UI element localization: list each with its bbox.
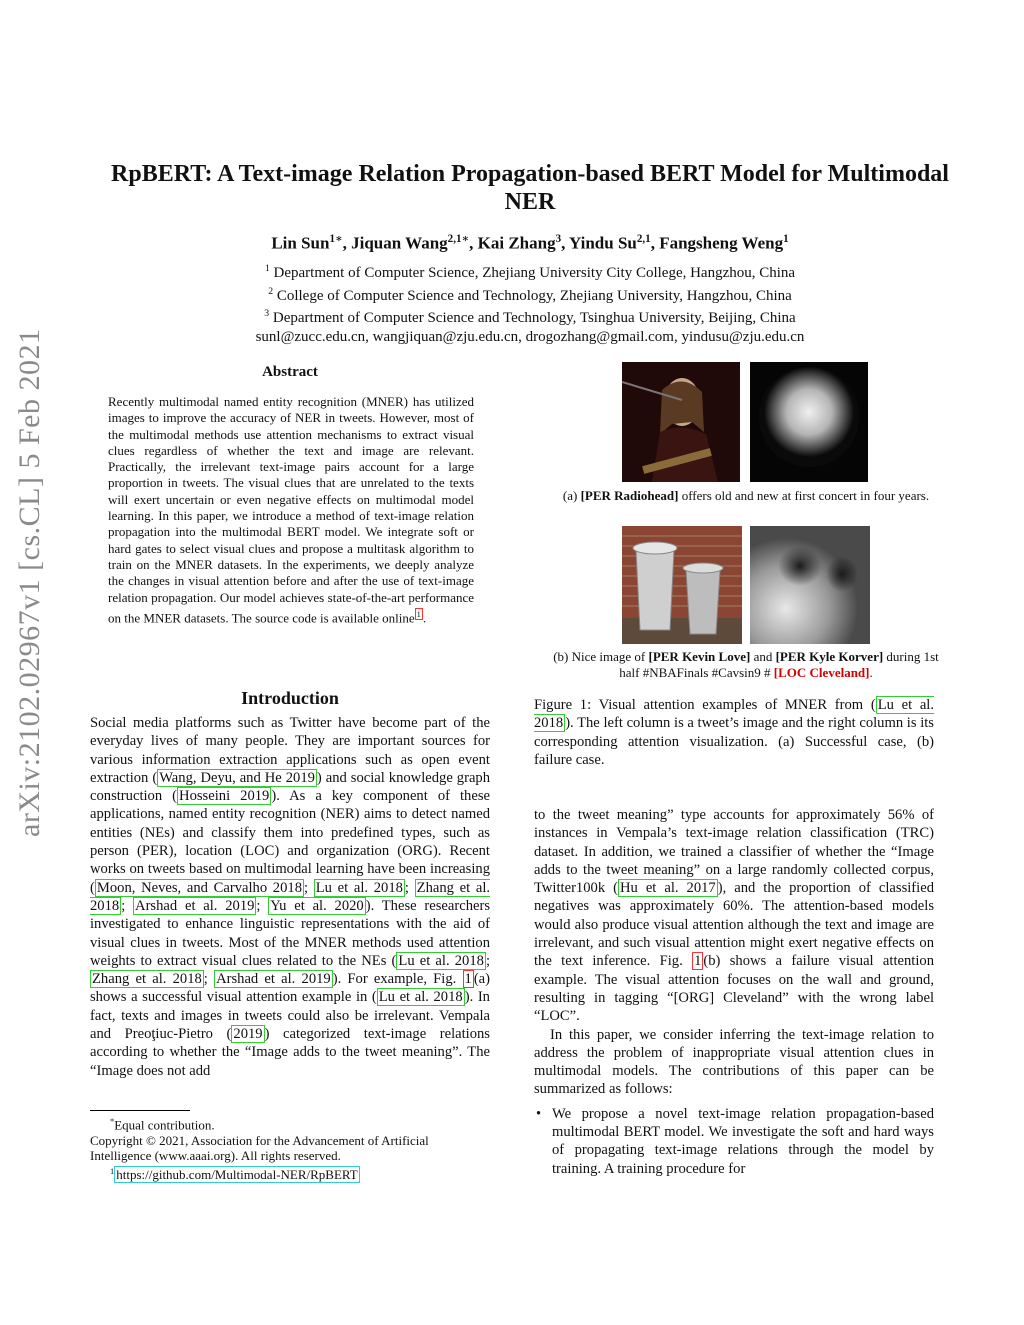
author-list: Lin Sun$^{1∗}$, Jiquan Wang$^{2,1∗}$, Kai Zhang$^3$, Yindu Su$^{2,1}$, Fangsheng Weng$^1$: [271, 233, 789, 253]
author-name: Lin Sun: [271, 233, 330, 253]
citation-link[interactable]: 2019: [233, 1026, 263, 1043]
citation-link[interactable]: Lu et al. 2018: [398, 952, 484, 969]
author-name: Jiquan Wang: [351, 233, 448, 253]
tweet-image-trashcans: [622, 526, 742, 644]
affiliation-sup: 2: [268, 285, 274, 297]
title-line-1: RpBERT: A Text-image Relation Propagation-based BERT Model for Multimodal: [111, 161, 949, 187]
tweet-image-concert: [622, 362, 740, 482]
entity-tag-location: [LOC Cleveland]: [773, 665, 870, 680]
paragraph: In this paper, we consider inferring the text-image relation to address the problem of inappropriate visual attention clues in multimodal models. The contributions of this paper can be summarized as follows:: [534, 1026, 934, 1098]
affiliation-text: Department of Computer Science and Technology, Tsinghua University, Beijing, China: [272, 310, 796, 326]
figure-1-caption: [534, 696, 934, 769]
citation-link[interactable]: Moon, Neves, and Carvalho 2018: [96, 879, 302, 896]
caption-text: offers old and new at first concert in four years.: [681, 488, 930, 503]
section-heading-introduction: Introduction: [241, 688, 339, 708]
paragraph: to the tweet meaning” type accounts for approximately 56% of instances in Vempala’s text-image relation classification (TRC) dataset. In addition, we trained a classifier of whether the “Image adds to the tweet meaning” on a large randomly collected corpus, Twitter100k ( Hu et al. 2017 ), and the proportion of classified negatives was approximately 60%. The attention-based models would also produce visual attention although the text and image are irrelevant, and such visual attention might exert negative effects on the text inference. Fig. 1 (b) shows a failure visual attention example. The visual attention focuses on the wall and ground, resulting in tagging “[ORG] Cleveland” with the wrong label “LOC”.: [534, 807, 935, 1025]
author-sup: 1∗: [329, 233, 343, 245]
citation-link[interactable]: Hosseini 2019: [179, 788, 270, 805]
intro-left-column: Social media platforms such as Twitter have become part of the everyday lives of many people. They are important sources for various information extraction applications such as open event extraction ( Wang, Deyu, and He 2019 ) and social knowledge graph construction ( Hosseini 2019 ). As a key component of these applications, named entity recognition (NER) aims to detect named entities (NEs) and classify them into predefined types, such as person (PER), location (LOC) and organization (ORG). Recent works on tweets based on multimodal learning have been increasing ( Moon, Neves, and Carvalho 2018 ; Lu et al. 2018 ; Zhang et al. 2018 ; Arshad et al. 2019 ; Yu et al. 2020 ). These researchers investigated to enhance linguistic representations with the aid of visual clues in tweets. Most of the MNER methods used attention weights to extract visual clues related to the NEs ( Lu et al. 2018 ; Zhang et al. 2018 ; Arshad et al. 2019 ). For example, Fig. 1 (a) shows a successful visual attention example in ( Lu et al. 2018 ). In fact, texts and images in tweets could also be irrelevant. Vempala and Preoţiuc-Pietro ( 2019 ) categorized text-image relations according to whether the “Image adds to the tweet meaning”. The “Image does not add: [90, 715, 491, 1079]
footnote-number: 1: [110, 1165, 115, 1176]
author-sup: 2,1∗: [447, 233, 470, 245]
author-name: Fangsheng Weng: [659, 233, 784, 253]
caption-prefix: (a): [562, 488, 578, 503]
affiliation: [90, 283, 970, 306]
citation-link[interactable]: Yu et al. 2020: [270, 897, 364, 914]
github-url-link[interactable]: https://github.com/Multimodal-NER/RpBERT: [116, 1167, 358, 1183]
footnotes: [90, 1114, 490, 1183]
affiliation-text: Department of Computer Science, Zhejiang University City College, Hangzhou, China: [273, 265, 796, 281]
author-name: Kai Zhang: [477, 233, 556, 253]
footnote-url-line: [90, 1164, 490, 1183]
subfigure-b-caption: [546, 649, 946, 681]
abstract-heading: Abstract: [262, 364, 318, 380]
affiliation-sup: 3: [264, 308, 270, 319]
figure-caption-text: Figure 1: Visual attention examples of MNER from (: [534, 697, 876, 713]
affiliation: [90, 260, 970, 283]
arxiv-identifier: arXiv:2102.02967v1 [cs.CL] 5 Feb 2021: [13, 328, 46, 837]
author-sup: 1: [783, 233, 789, 245]
author-sup: 3: [555, 233, 562, 245]
citation-link[interactable]: Lu et al. 2018: [534, 697, 934, 732]
citation-link[interactable]: Lu et al. 2018: [315, 879, 403, 896]
citation-link[interactable]: Zhang et al. 2018: [90, 879, 491, 914]
list-item: • We propose a novel text-image relation propagation-based multimodal BERT model. We investigate the soft and hard ways of propagating text-image relations through the model by training. A training procedure for: [534, 1105, 934, 1178]
emails: sunl@zucc.edu.cn, wangjiquan@zju.edu.cn, drogozhang@gmail.com, yindusu@zju.edu.cn: [255, 328, 805, 345]
affiliations: [90, 260, 970, 346]
paper-title: [90, 160, 970, 216]
footnote-equal: *Equal contribution.: [110, 1116, 215, 1133]
footnote-link[interactable]: 1: [416, 608, 421, 619]
contributions-list: [534, 1105, 934, 1178]
figure-link[interactable]: 1: [464, 971, 472, 988]
entity-tag: [PER Radiohead]: [580, 488, 679, 503]
author-sup: 2,1: [636, 233, 651, 245]
subfigure-a-caption: [556, 488, 936, 504]
citation-link[interactable]: Arshad et al. 2019: [216, 971, 331, 988]
footnote-rule: [90, 1110, 190, 1111]
footnote-copyright: Copyright © 2021, Association for the Advancement of Artificial Intelligence (www.aaai.org). All rights reserved.: [90, 1132, 429, 1164]
attention-map-concert: [750, 362, 868, 482]
affiliation-sup: 1: [264, 263, 270, 274]
citation-link[interactable]: Lu et al. 2018: [378, 989, 463, 1006]
affiliation: [90, 305, 970, 328]
caption-text: .: [869, 665, 873, 680]
entity-tag: [PER Kevin Love]: [648, 649, 751, 664]
citation-link[interactable]: Wang, Deyu, and He 2019: [159, 769, 315, 786]
caption-prefix: (b) Nice image of: [553, 649, 646, 664]
abstract-body: Recently multimodal named entity recognition (MNER) has utilized images to improve the accuracy of NER in tweets. However, most of the multimodal methods use attention mechanisms to extract visual clues regardless of whether the text and image are relevant. Practically, the irrelevant text-image pairs account for a large proportion in tweets. The visual clues that are unrelated to the texts will exert uncertain or even negative effects on multimodal model learning. In this paper, we introduce a method of text-image relation propagation into the multimodal BERT model. We integrate soft or hard gates to select visual clues and propose a multitask algorithm to train on the MNER datasets. In the experiments, we deeply analyze the changes in visual attention before and after the use of text-image relation propagation. Our model achieves state-of-the-art performance on the MNER datasets. The source code is available online: [108, 394, 474, 626]
attention-map-trashcans: [750, 526, 870, 644]
citation-link[interactable]: Zhang et al. 2018: [92, 971, 202, 988]
affiliation-text: College of Computer Science and Technology, Zhejiang University, Hangzhou, China: [276, 287, 792, 304]
caption-text: during 1st half #NBAFinals #Cavsin9 #: [619, 649, 939, 680]
footnote-equal-text: Equal contribution.: [114, 1117, 215, 1133]
figure-caption-text: ). The left column is a tweet’s image and the right column is its corresponding attention visualization. (a) Successful case, (b) failure case.: [534, 715, 934, 768]
citation-link[interactable]: Arshad et al. 2019: [135, 897, 255, 914]
citation-link[interactable]: Hu et al. 2017: [619, 880, 716, 897]
abstract-text: Recently multimodal named entity recognition (MNER) has utilized images to improve the accuracy of NER in tweets. However, most of the multimodal methods use attention mechanisms to extract visual clues regardless of whether the text and image are relevant. Practically, the irrelevant text-image pairs account for a large proportion in tweets. The visual clues that are unrelated to the texts will exert uncertain or even negative effects on multimodal model learning. In this paper, we introduce a method of text-image relation propagation into the multimodal BERT model. We integrate soft or hard gates to select visual clues and propose a multitask algorithm to train on the MNER datasets. In the experiments, we deeply analyze the changes in visual attention before and after the use of text-image relation propagation. Our model achieves state-of-the-art performance on the MNER datasets. The source code is available online $^1$ .: [108, 394, 474, 626]
title-line-2: NER: [504, 189, 556, 215]
intro-right-column: [534, 806, 934, 1178]
author-name: Yindu Su: [568, 233, 637, 253]
caption-text: and: [753, 649, 773, 664]
figure-link[interactable]: 1: [694, 953, 702, 970]
entity-tag: [PER Kyle Korver]: [775, 649, 884, 664]
